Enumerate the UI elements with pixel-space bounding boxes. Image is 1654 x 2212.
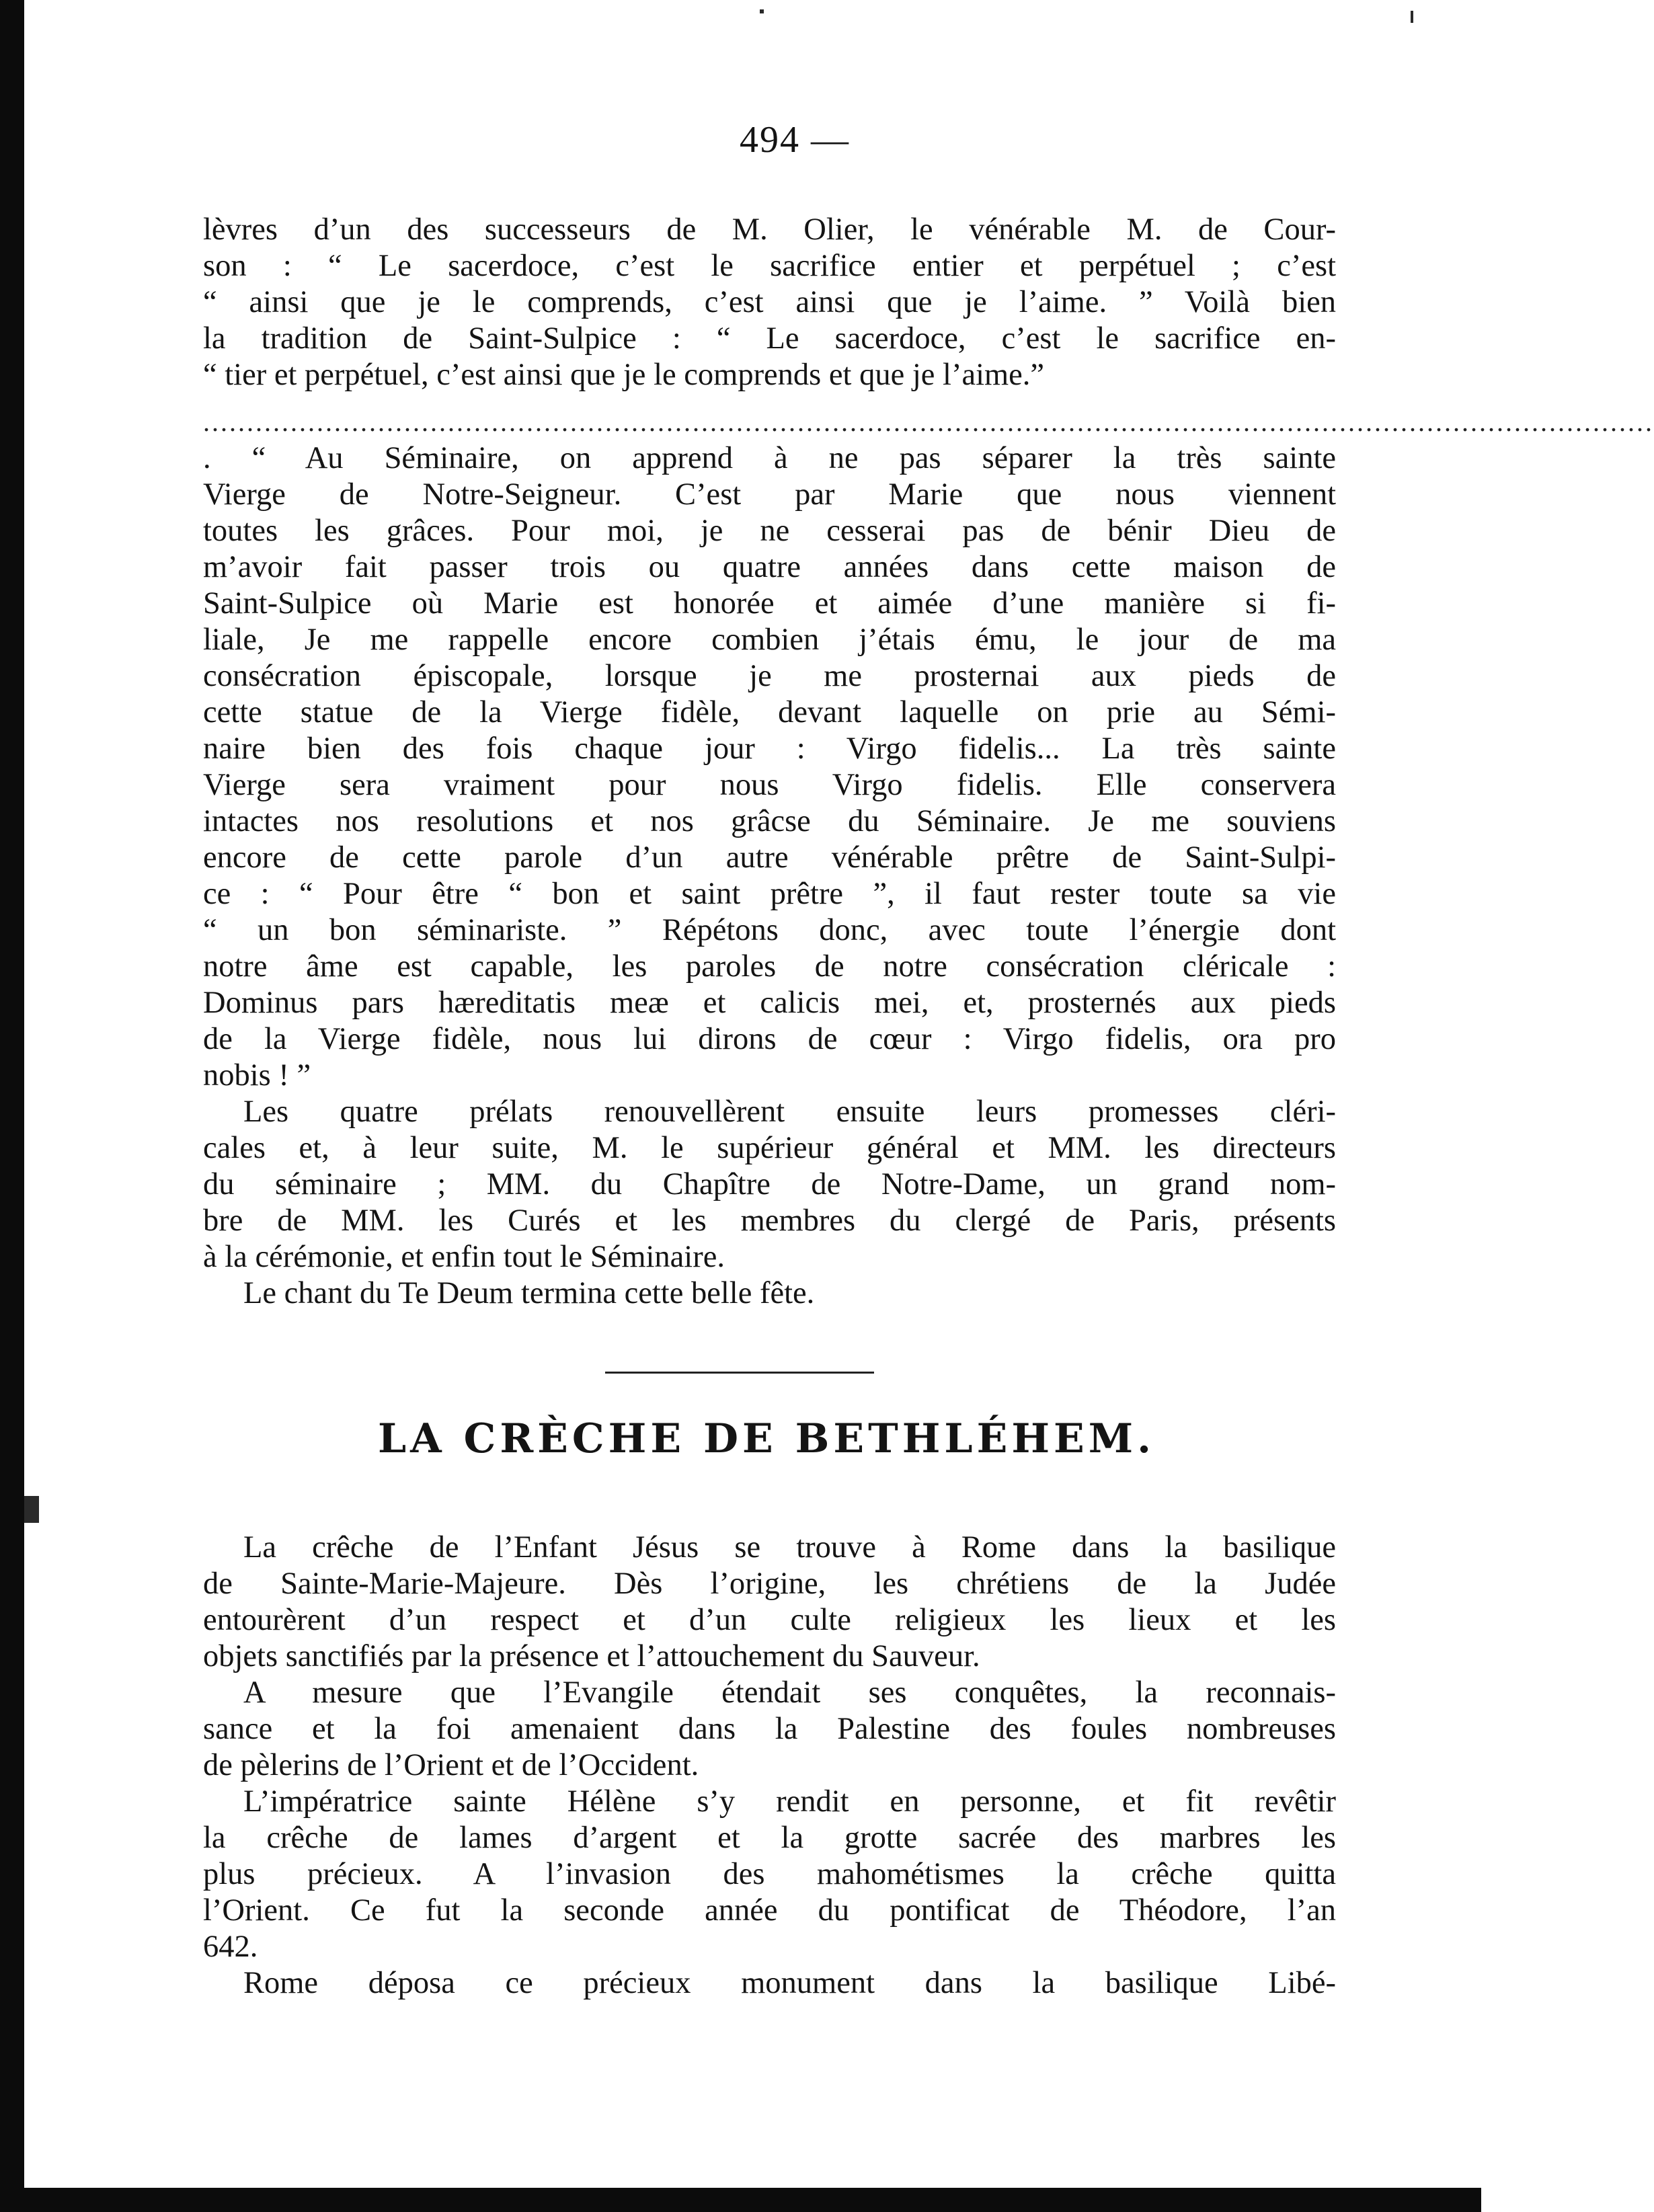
scan-border-bottom — [0, 2188, 1481, 2212]
text-line: A mesure que l’Evangile étendait ses conquêtes, la reconnais- — [243, 1675, 1336, 1710]
separator-dots: ...................................................................................................................................................................... — [203, 407, 1654, 437]
text-line: encore de cette parole d’un autre vénérable prêtre de Saint-Sulpi- — [203, 840, 1336, 875]
text-line: Saint-Sulpice où Marie est honorée et aimée d’une manière si fi- — [203, 586, 1336, 621]
text-line: Dominus pars hæreditatis meæ et calicis mei, et, prosternés aux pieds — [203, 986, 1336, 1020]
text-line: toutes les grâces. Pour moi, je ne cesserai pas de bénir Dieu de — [203, 514, 1336, 548]
section-divider — [605, 1372, 874, 1374]
text-line: liale, Je me rappelle encore combien j’étais ému, le jour de ma — [203, 623, 1336, 657]
text-line: de Sainte-Marie-Majeure. Dès l’origine, les chrétiens de la Judée — [203, 1567, 1336, 1601]
text-line: Les quatre prélats renouvellèrent ensuite leurs promesses cléri- — [243, 1095, 1336, 1129]
text-line: La crêche de l’Enfant Jésus se trouve à Rome dans la basilique — [243, 1530, 1336, 1565]
section-creche-body — [203, 1530, 1336, 2002]
text-line: ce : “ Pour être “ bon et saint prêtre ”, il faut rester toute sa vie — [203, 877, 1336, 911]
text-line: lèvres d’un des successeurs de M. Olier, le vénérable M. de Cour- — [203, 212, 1336, 247]
text-line: nobis ! ” — [203, 1058, 311, 1093]
text-line: Rome déposa ce précieux monument dans la basilique Libé- — [243, 1966, 1336, 2000]
paragraph-seminaire-quote — [203, 440, 1336, 1312]
text-line: Vierge sera vraiment pour nous Virgo fidelis. Elle conservera — [203, 768, 1336, 802]
text-line: . “ Au Séminaire, on apprend à ne pas séparer la très sainte — [203, 441, 1336, 475]
text-line: m’avoir fait passer trois ou quatre années dans cette maison de — [203, 550, 1336, 584]
text-line: entourèrent d’un respect et d’un culte religieux les lieux et les — [203, 1603, 1336, 1637]
scan-speck — [24, 1496, 39, 1523]
section-heading: LA CRÈCHE DE BETHLÉHEM. — [377, 1415, 1156, 1462]
text-line: cales et, à leur suite, M. le supérieur général et MM. les directeurs — [203, 1131, 1336, 1165]
text-line: de pèlerins de l’Orient et de l’Occident. — [203, 1748, 699, 1782]
text-line: “ ainsi que je le comprends, c’est ainsi que je l’aime. ” Voilà bien — [203, 285, 1336, 319]
text-line: de la Vierge fidèle, nous lui dirons de cœur : Virgo fidelis, ora pro — [203, 1022, 1336, 1056]
text-line: “ tier et perpétuel, c’est ainsi que je le comprends et que je l’aime.” — [203, 358, 1045, 392]
scan-border-left — [0, 0, 24, 2212]
text-line: la tradition de Saint-Sulpice : “ Le sacerdoce, c’est le sacrifice en- — [203, 321, 1336, 356]
text-line: L’impératrice sainte Hélène s’y rendit en personne, et fit revêtir — [243, 1784, 1336, 1819]
scan-speck — [1411, 11, 1413, 23]
text-line: notre âme est capable, les paroles de notre consécration cléricale : — [203, 949, 1336, 984]
text-line: intactes nos resolutions et nos grâcse du Séminaire. Je me souviens — [203, 804, 1336, 838]
text-line: son : “ Le sacerdoce, c’est le sacrifice entier et perpétuel ; c’est — [203, 249, 1336, 283]
text-line: objets sanctifiés par la présence et l’attouchement du Sauveur. — [203, 1639, 980, 1673]
paragraph-courson-quote — [203, 212, 1336, 393]
text-line: bre de MM. les Curés et les membres du clergé de Paris, présents — [203, 1203, 1336, 1238]
text-line: plus précieux. A l’invasion des mahométismes la crêche quitta — [203, 1857, 1336, 1891]
text-line: l’Orient. Ce fut la seconde année du pontificat de Théodore, l’an — [203, 1893, 1336, 1928]
text-line: la crêche de lames d’argent et la grotte sacrée des marbres les — [203, 1821, 1336, 1855]
text-line: 642. — [203, 1930, 258, 1964]
text-line: du séminaire ; MM. du Chapître de Notre-Dame, un grand nom- — [203, 1167, 1336, 1201]
text-line: “ un bon séminariste. ” Répétons donc, avec toute l’énergie dont — [203, 913, 1336, 947]
text-line: à la cérémonie, et enfin tout le Séminaire. — [203, 1240, 725, 1274]
text-line: Vierge de Notre-Seigneur. C’est par Marie que nous viennent — [203, 477, 1336, 512]
page-number: 494 — — [740, 119, 850, 161]
scan-speck — [760, 9, 764, 13]
text-line: naire bien des fois chaque jour : Virgo fidelis... La très sainte — [203, 732, 1336, 766]
text-line: consécration épiscopale, lorsque je me prosternai aux pieds de — [203, 659, 1336, 693]
text-line: sance et la foi amenaient dans la Palestine des foules nombreuses — [203, 1712, 1336, 1746]
text-line: Le chant du Te Deum termina cette belle fête. — [243, 1276, 815, 1310]
text-line: cette statue de la Vierge fidèle, devant laquelle on prie au Sémi- — [203, 695, 1336, 729]
